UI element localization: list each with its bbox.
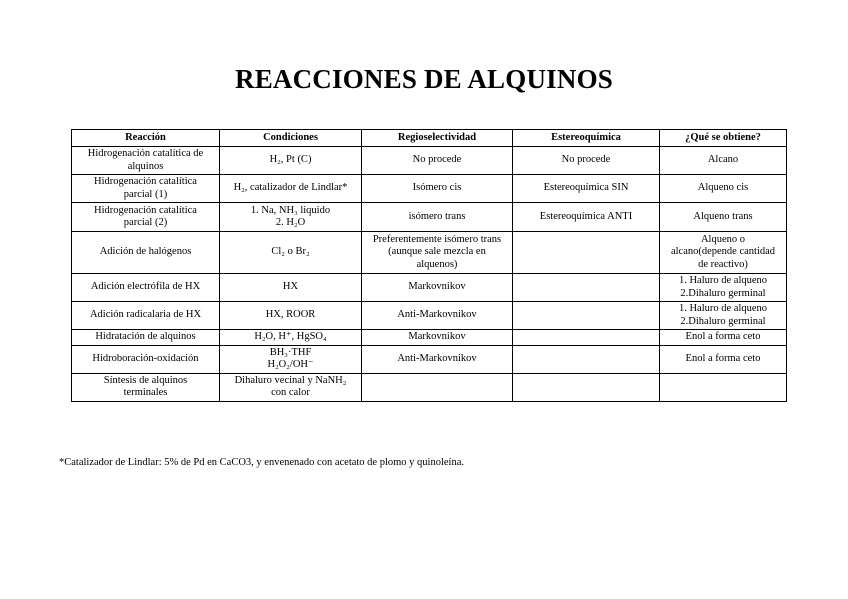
cell-line: parcial (1) xyxy=(123,188,168,200)
table-row xyxy=(72,175,787,203)
cell-regioselectividad xyxy=(362,232,513,274)
cell-reaccion xyxy=(72,274,220,302)
cell-reaccion xyxy=(72,330,220,346)
cell-estereoquimica xyxy=(513,274,660,302)
cell-line: Alcano xyxy=(707,154,739,166)
cell-que-se-obtiene xyxy=(660,330,787,346)
cell-reaccion xyxy=(72,175,220,203)
cell-line: Preferentemente isómero trans xyxy=(372,233,502,245)
cell-line: H₂O₂/OH⁻ xyxy=(267,359,314,370)
cell-line: Markovnikov xyxy=(408,331,466,342)
cell-line: Hidratación de alquinos xyxy=(95,331,196,342)
cell-estereoquimica: Estereoquímica SIN xyxy=(513,175,660,203)
cell-line: 2.Dihaluro germinal xyxy=(680,287,766,299)
cell-que-se-obtiene xyxy=(660,147,787,175)
cell-estereoquimica xyxy=(513,345,660,373)
cell-line: HX, ROOR xyxy=(265,309,316,321)
cell-reaccion xyxy=(72,345,220,373)
cell-condiciones xyxy=(220,345,362,373)
cell-condiciones xyxy=(220,302,362,330)
cell-regioselectividad xyxy=(362,373,513,401)
cell-line: 2. H₂O xyxy=(275,217,306,228)
cell-line: Hidrogenación catalítica de xyxy=(87,148,204,159)
cell-line: HX xyxy=(282,281,299,293)
cell-estereoquimica xyxy=(513,302,660,330)
cell-condiciones xyxy=(220,232,362,274)
reactions-table xyxy=(71,129,787,402)
cell-condiciones xyxy=(220,330,362,346)
cell-condiciones xyxy=(220,203,362,232)
table-row xyxy=(72,147,787,175)
cell-reaccion xyxy=(72,203,220,232)
cell-reaccion xyxy=(72,373,220,401)
cell-line: H₂, Pt (C) xyxy=(269,154,312,166)
cell-line: Adición radicalaria de HX xyxy=(89,309,202,321)
cell-line: 1. Na, NH₃ liquido xyxy=(250,204,331,216)
cell-regioselectividad xyxy=(362,274,513,302)
cell-que-se-obtiene xyxy=(660,274,787,302)
cell-line: H₂O, H⁺, HgSO₄ xyxy=(254,331,327,342)
cell-line: alquinos xyxy=(127,160,164,172)
table-row xyxy=(72,302,787,330)
cell-line: Anti-Markovnikov xyxy=(397,352,477,364)
cell-line: 2.Dihaluro germinal xyxy=(680,315,766,327)
cell-line: Isómero cis xyxy=(412,182,462,194)
cell-que-se-obtiene xyxy=(660,302,787,330)
header-estereoquimica: Estereoquímica xyxy=(513,130,660,147)
cell-line: alquenos) xyxy=(416,258,458,270)
cell-line: Dihaluro vecinal y NaNH₂ xyxy=(234,374,347,386)
cell-regioselectividad xyxy=(362,330,513,346)
cell-reaccion xyxy=(72,232,220,274)
cell-line: Markovnikov xyxy=(408,281,466,293)
header-que-se-obtiene: ¿Qué se obtiene? xyxy=(660,130,787,147)
cell-estereoquimica: No procede xyxy=(513,147,660,175)
cell-line: Síntesis de alquinos xyxy=(103,374,188,386)
cell-line: Alqueno o xyxy=(700,233,746,245)
cell-line: Adición de halógenos xyxy=(99,246,192,258)
cell-line: BH₃·THF xyxy=(269,346,312,358)
header-regioselectividad: Regioselectividad xyxy=(362,130,513,147)
cell-que-se-obtiene xyxy=(660,373,787,401)
cell-line: Adición electrófila de HX xyxy=(90,281,201,293)
cell-que-se-obtiene xyxy=(660,345,787,373)
cell-line: (aunque sale mezcla en xyxy=(388,246,486,258)
cell-reaccion xyxy=(72,147,220,175)
cell-estereoquimica: Estereoquímica ANTI xyxy=(513,203,660,232)
cell-que-se-obtiene xyxy=(660,232,787,274)
cell-que-se-obtiene xyxy=(660,203,787,232)
cell-line: 1. Haluro de alqueno xyxy=(678,275,768,286)
cell-condiciones xyxy=(220,175,362,203)
cell-line: Hidrogenación catalítica xyxy=(94,204,197,216)
cell-regioselectividad xyxy=(362,175,513,203)
cell-regioselectividad xyxy=(362,147,513,175)
cell-line: Alqueno cis xyxy=(697,182,749,194)
cell-line: Hidroboración-oxidación xyxy=(92,352,199,364)
cell-estereoquimica xyxy=(513,373,660,401)
cell-condiciones xyxy=(220,274,362,302)
cell-line: con calor xyxy=(271,387,310,398)
cell-line: parcial (2) xyxy=(123,217,168,228)
table-header-row xyxy=(72,130,787,147)
cell-regioselectividad xyxy=(362,203,513,232)
cell-regioselectividad xyxy=(362,302,513,330)
cell-condiciones xyxy=(220,147,362,175)
page-title: REACCIONES DE ALQUINOS xyxy=(235,64,613,94)
cell-regioselectividad xyxy=(362,345,513,373)
table-row xyxy=(72,345,787,373)
cell-estereoquimica xyxy=(513,232,660,274)
footnote: *Catalizador de Lindlar: 5% de Pd en CaCO3, y envenenado con acetato de plomo y quinoleína. xyxy=(59,457,465,468)
cell-line: Enol a forma ceto xyxy=(685,352,761,364)
cell-line: terminales xyxy=(123,387,168,398)
table-row xyxy=(72,373,787,401)
header-reaccion: Reacción xyxy=(72,130,220,147)
table-row xyxy=(72,232,787,274)
cell-line: No procede xyxy=(412,154,462,166)
cell-line: de reactivo) xyxy=(698,258,748,270)
table-row xyxy=(72,203,787,232)
cell-estereoquimica xyxy=(513,330,660,346)
table-row xyxy=(72,330,787,346)
cell-line: Hidrogenación catalítica xyxy=(94,176,197,187)
cell-line: H₂, catalizador de Lindlar* xyxy=(233,182,348,194)
cell-reaccion xyxy=(72,302,220,330)
cell-line: alcano(depende cantidad xyxy=(670,246,776,258)
header-condiciones: Condiciones xyxy=(220,130,362,147)
cell-line: isómero trans xyxy=(408,210,466,222)
cell-condiciones xyxy=(220,373,362,401)
table-row xyxy=(72,274,787,302)
cell-line: Anti-Markovnikov xyxy=(397,309,477,321)
cell-line: Alqueno trans xyxy=(693,210,753,222)
cell-que-se-obtiene xyxy=(660,175,787,203)
cell-line: Enol a forma ceto xyxy=(685,331,761,342)
cell-line: 1. Haluro de alqueno xyxy=(678,303,768,314)
cell-line: Cl₂ o Br₂ xyxy=(271,246,310,258)
